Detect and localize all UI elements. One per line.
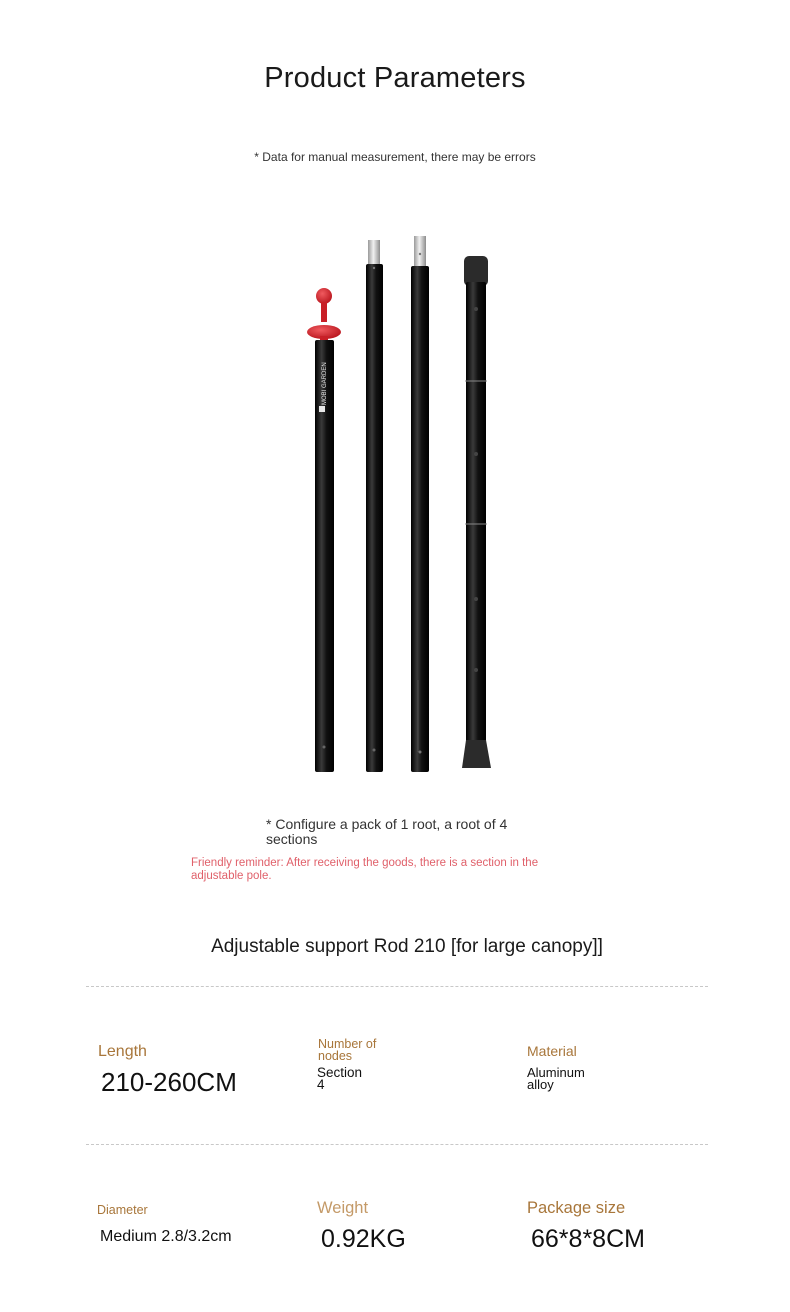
- weight-label: Weight: [317, 1199, 369, 1217]
- measurement-note: * Data for manual measurement, there may be errors: [254, 150, 536, 164]
- product-image: [300, 232, 500, 777]
- pole-section-3: [411, 236, 429, 772]
- product-name: Adjustable support Rod 210 [for large canopy]]: [211, 936, 603, 957]
- pole-section-1: [307, 288, 341, 772]
- package-label: Package size: [527, 1199, 626, 1217]
- nodes-value: Section 4: [317, 1065, 363, 1092]
- material-value: Aluminum alloy: [527, 1065, 585, 1092]
- divider-middle: [86, 1144, 708, 1145]
- brand-logo-text: MOBI GARDEN: [322, 362, 328, 405]
- config-note: * Configure a pack of 1 root, a root of 4 sections: [266, 816, 508, 847]
- material-label: Material: [527, 1043, 577, 1059]
- length-value: 210-260CM: [101, 1067, 237, 1097]
- diameter-label: Diameter: [97, 1203, 148, 1217]
- red-cap-ball: [316, 288, 332, 304]
- length-label: Length: [98, 1043, 147, 1060]
- nodes-label: Number of nodes: [318, 1037, 377, 1063]
- pole-section-2: [366, 240, 383, 772]
- weight-value: 0.92KG: [321, 1225, 406, 1253]
- divider-top: [86, 986, 708, 987]
- page-title: Product Parameters: [264, 62, 526, 94]
- pole-section-4: [462, 256, 491, 768]
- diameter-value: Medium 2.8/3.2cm: [100, 1228, 232, 1245]
- package-value: 66*8*8CM: [531, 1225, 645, 1253]
- friendly-reminder: Friendly reminder: After receiving the goods, there is a section in the adjustable pole.: [191, 857, 539, 882]
